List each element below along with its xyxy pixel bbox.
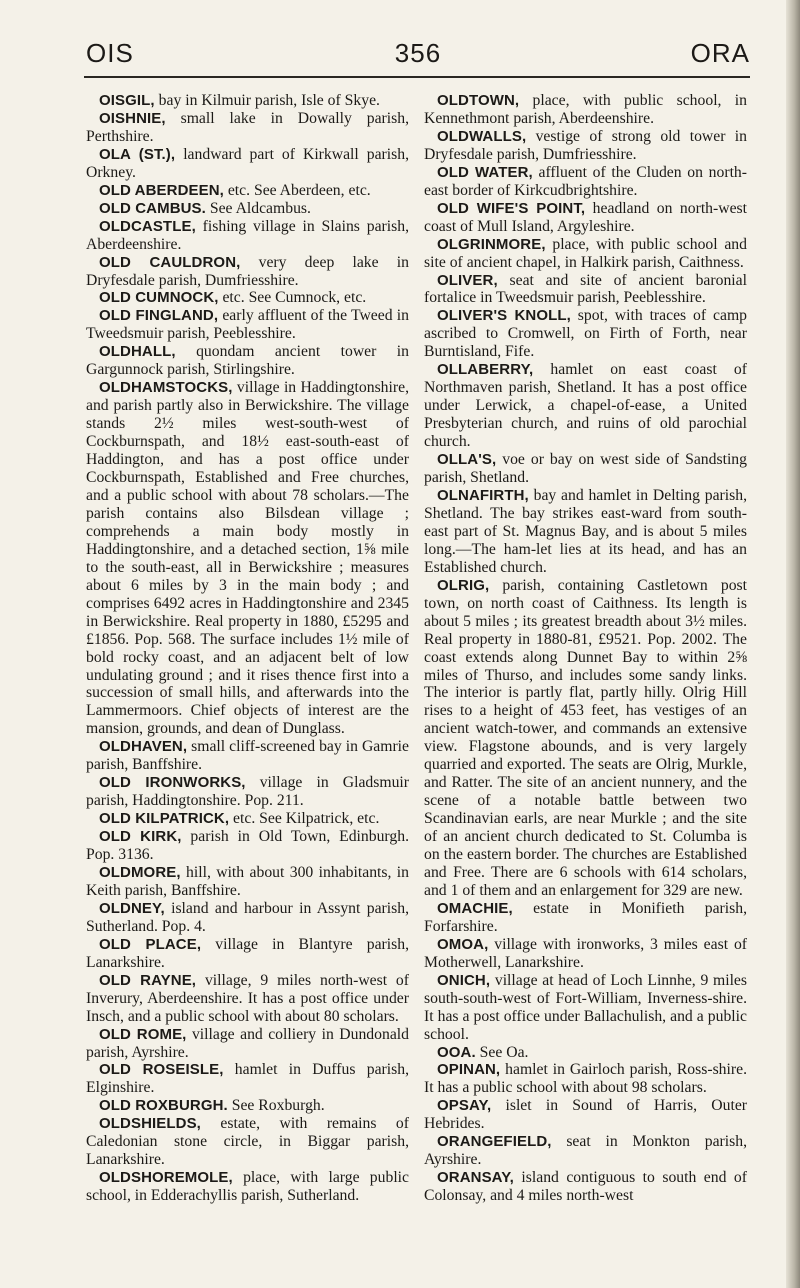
entry-headword: OLD IRONWORKS, [99,774,246,792]
entry-headword: OLD PLACE, [99,935,202,953]
gazetteer-entry [86,218,409,254]
gazetteer-entry [86,200,409,218]
entry-text: landward part of Kirkwall parish, Orkney. [86,145,410,181]
gazetteer-entry [86,774,409,810]
entry-text: village, 9 miles north-west of Inverury, Aberdeenshire. It has a post office under Insch, and a public school with about 80 scholars. [86,971,410,1025]
entry-headword: OLIVER, [437,271,498,289]
entry-text: See Roxburgh. [231,1097,325,1115]
entry-text: affluent of the Cluden on north-east border of Kirkcudbrightshire. [424,163,747,199]
page-edge [786,0,800,1288]
entry-headword: OLD FINGLAND, [99,307,219,325]
entry-text: estate, with remains of Caledonian stone circle, in Biggar parish, Lanarkshire. [86,1115,410,1169]
entry-text: small cliff-screened bay in Gamrie parish, Banffshire. [86,738,409,774]
gazetteer-entry [86,828,409,864]
running-head-left: OIS [86,38,134,68]
gazetteer-entry [424,164,747,200]
entry-text: village in Gladsmuir parish, Haddingtonshire. Pop. 211. [86,774,410,810]
entry-headword: OLLA'S, [437,451,497,469]
entry-text: etc. See Cumnock, etc. [222,289,367,307]
entry-headword: OLD RAYNE, [99,971,197,989]
entry-headword: OLD KIRK, [99,828,182,846]
entry-text: early affluent of the Tweed in Tweedsmuir parish, Peeblesshire. [86,307,409,343]
gazetteer-entry [424,200,747,236]
entry-headword: OISHNIE, [99,109,166,127]
entry-headword: OISGIL, [99,92,155,109]
entry-headword: OPSAY, [437,1097,492,1115]
gazetteer-entry [424,1133,747,1169]
entry-headword: OLD ROME, [99,1025,187,1043]
entry-headword: ONICH, [437,971,491,989]
gazetteer-entry [424,972,747,1044]
running-head-right: ORA [690,38,750,68]
entry-text: village in Blantyre parish, Lanarkshire. [86,935,410,971]
entry-headword: OLNAFIRTH, [437,486,529,504]
entry-headword: OLD KILPATRICK, [99,810,230,828]
entry-text: etc. See Aberdeen, etc. [227,181,371,199]
entry-text: bay in Kilmuir parish, Isle of Skye. [158,92,380,109]
entry-text: See Oa. [479,1043,529,1061]
entry-text: quondam ancient tower in Gargunnock parish, Stirlingshire. [86,343,409,379]
gazetteer-entry [86,864,409,900]
gazetteer-entry [86,307,409,343]
entry-text: village with ironworks, 3 miles east of Motherwell, Lanarkshire. [424,935,748,971]
entry-headword: OLD ROSEISLE, [99,1061,224,1079]
entry-headword: OLDWALLS, [437,127,527,145]
entry-text: seat and site of ancient baronial fortalice in Tweedsmuir parish, Peeblesshire. [424,271,747,307]
entry-headword: OLDSHOREMOLE, [99,1169,233,1187]
gazetteer-entry [86,810,409,828]
entry-text: hamlet in Gairloch parish, Ross-shire. It has a public school with about 98 scholars. [424,1061,747,1097]
entry-text: parish in Old Town, Edinburgh. Pop. 3136. [86,828,409,864]
gazetteer-entry [424,1097,747,1133]
entry-text: seat in Monkton parish, Ayrshire. [424,1133,747,1169]
gazetteer-entry [424,307,747,361]
header-rule [84,76,750,78]
entry-headword: OLDSHIELDS, [99,1115,201,1133]
gazetteer-entry [86,92,409,110]
gazetteer-entry [424,577,747,900]
entry-headword: OLDHAVEN, [99,738,188,756]
gazetteer-entry [86,1061,409,1097]
gazetteer-entry [424,936,747,972]
entry-text: hill, with about 300 inhabitants, in Keith parish, Banffshire. [86,863,409,899]
gazetteer-entry [424,1044,747,1062]
entry-headword: OLD WATER, [437,163,533,181]
entry-headword: ORANSAY, [437,1169,514,1187]
left-column [86,92,409,1205]
entry-text: place, with large public school, in Edderachyllis parish, Sutherland. [86,1169,409,1205]
gazetteer-entry [424,900,747,936]
gazetteer-entry [424,1061,747,1097]
entry-headword: OLDHALL, [99,343,176,361]
gazetteer-entry [86,1115,409,1169]
entry-text: See Aldcambus. [209,199,311,217]
gazetteer-entry [424,128,747,164]
gazetteer-entry [424,236,747,272]
entry-headword: OLRIG, [437,576,490,594]
entry-headword: OMOA, [437,935,489,953]
entry-text: island and harbour in Assynt parish, Sutherland. Pop. 4. [86,899,410,935]
gazetteer-entry [424,92,747,128]
entry-headword: OLIVER'S KNOLL, [437,307,571,325]
entry-headword: OLD CAULDRON, [99,253,241,271]
gazetteer-entry [86,146,409,182]
entry-headword: OLD ROXBURGH. [99,1097,228,1115]
entry-text: village at head of Loch Linnhe, 9 miles south-south-west of Fort-William, Inverness-shire. It has a post office under Ballachulish, and a public school. [424,971,748,1043]
entry-text: bay and hamlet in Delting parish, Shetland. The bay strikes east-ward from south-east part of St. Magnus Bay, and is about 5 miles long.—The ham-let lies at its head, and has an Established church. [424,486,747,576]
entry-headword: OLDHAMSTOCKS, [99,379,233,397]
entry-text: voe or bay on west side of Sandsting parish, Shetland. [424,451,747,487]
gazetteer-entry [86,1097,409,1115]
entry-text: small lake in Dowally parish, Perthshire. [86,109,409,145]
entry-text: estate in Monifieth parish, Forfarshire. [424,899,748,935]
entry-headword: OLD ABERDEEN, [99,181,224,199]
entry-text: fishing village in Slains parish, Aberdeenshire. [86,217,409,253]
entry-text: headland on north-west coast of Mull Island, Argyleshire. [424,199,748,235]
gazetteer-entry [86,972,409,1026]
right-column [424,92,747,1205]
entry-headword: OLD CAMBUS. [99,199,206,217]
entry-text: very deep lake in Dryfesdale parish, Dumfriesshire. [86,253,410,289]
gazetteer-entry [86,110,409,146]
gazetteer-entry [86,289,409,307]
page-number: 356 [394,38,442,68]
gazetteer-entry [86,182,409,200]
entry-text: place, with public school, in Kennethmont parish, Aberdeenshire. [424,92,747,127]
entry-text: islet in Sound of Harris, Outer Hebrides. [424,1097,747,1133]
entry-headword: OLGRINMORE, [437,235,546,253]
entry-text: etc. See Kilpatrick, etc. [233,810,380,828]
entry-text: village and colliery in Dundonald parish, Ayrshire. [86,1025,410,1061]
entry-headword: OLDNEY, [99,899,165,917]
entry-text: hamlet in Duffus parish, Elginshire. [86,1061,409,1097]
gazetteer-entry [86,1026,409,1062]
entry-headword: OLLABERRY, [437,361,534,379]
entry-text: hamlet on east coast of Northmaven parish, Shetland. It has a post office under Lerwick, a chapel-of-ease, a United Presbyterian church, and ruins of old parochial church. [424,361,748,451]
gazetteer-entry [86,738,409,774]
entry-headword: OOA. [437,1043,476,1061]
gazetteer-entry [424,1169,747,1205]
entry-text: island contiguous to south end of Colonsay, and 4 miles north-west [424,1169,747,1205]
entry-text: place, with public school and site of ancient chapel, in Halkirk parish, Caithness. [424,235,747,271]
entry-text: parish, containing Castletown post town, on north coast of Caithness. Its length is about 5 miles ; its greatest breadth about 3½ miles. Real property in 1880-81, £9521. Pop. 2002. The coast extends along Dunnet Bay to within 2⅝ miles of Thurso, and includes some sandy links. The interior is partly flat, partly hilly. Olrig Hill rises to a height of 453 feet, has vestiges of an ancient watch-tower, and commands an extensive view. Flagstone abounds, and is very largely quarried and exported. The seats are Olrig, Murkle, and Ratter. The site of an ancient nunnery, and the scene of a notable battle between two Scandinavian earls, are near Murkle ; and the site of an ancient church dedicated to St. Columba is on the eastern border. The churches are Established and Free. There are 6 schools with 614 scholars, and 1 of them and an enlargement for 329 are new. [424,576,748,899]
gazetteer-entry [424,272,747,308]
gazetteer-entry [86,343,409,379]
gazetteer-entry [86,900,409,936]
gazetteer-entry [424,451,747,487]
gazetteer-entry [424,487,747,577]
entry-headword: OMACHIE, [437,899,513,917]
entry-headword: OPINAN, [437,1061,501,1079]
entry-headword: OLDTOWN, [437,92,520,109]
entry-headword: OLA (ST.), [99,145,176,163]
entry-text: vestige of strong old tower in Dryfesdale parish, Dumfriesshire. [424,127,747,163]
gazetteer-entry [86,1169,409,1205]
gazetteer-entry [86,936,409,972]
entry-headword: OLD WIFE'S POINT, [437,199,586,217]
gazetteer-entry [424,361,747,451]
gazetteer-entry [86,379,409,738]
gazetteer-entry [86,254,409,290]
entry-headword: ORANGEFIELD, [437,1133,552,1151]
entry-headword: OLDCASTLE, [99,217,196,235]
running-head [86,38,750,78]
entry-text: spot, with traces of camp ascribed to Cromwell, on Firth of Forth, near Burntisland, Fife. [424,307,747,361]
entry-text: village in Haddingtonshire, and parish partly also in Berwickshire. The village stands 2½ miles west-south-west of Cockburnspath, and 18½ east-south-east of Haddington, and has a post office under Cockburnspath, Established and Free churches, and a public school with about 78 scholars.—The parish contains also Bilsdean village ; comprehends a main body mostly in Haddingtonshire, and a detached section, 1⅝ mile to the south-east, all in Berwickshire ; measures about 6 miles by 3 in the main body ; and comprises 6492 acres in Haddingtonshire and 2345 in Berwickshire. Real property in 1880, £5295 and £1856. Pop. 568. The surface includes 1½ mile of bold rocky coast, and an adjacent belt of low undulating ground ; and it rises thence first into a succession of small hills, and afterwards into the Lammermoors. Chief objects of interest are the mansion, grounds, and dean of Dunglass. [86,379,409,738]
entry-headword: OLD CUMNOCK, [99,289,219,307]
entry-headword: OLDMORE, [99,863,181,881]
